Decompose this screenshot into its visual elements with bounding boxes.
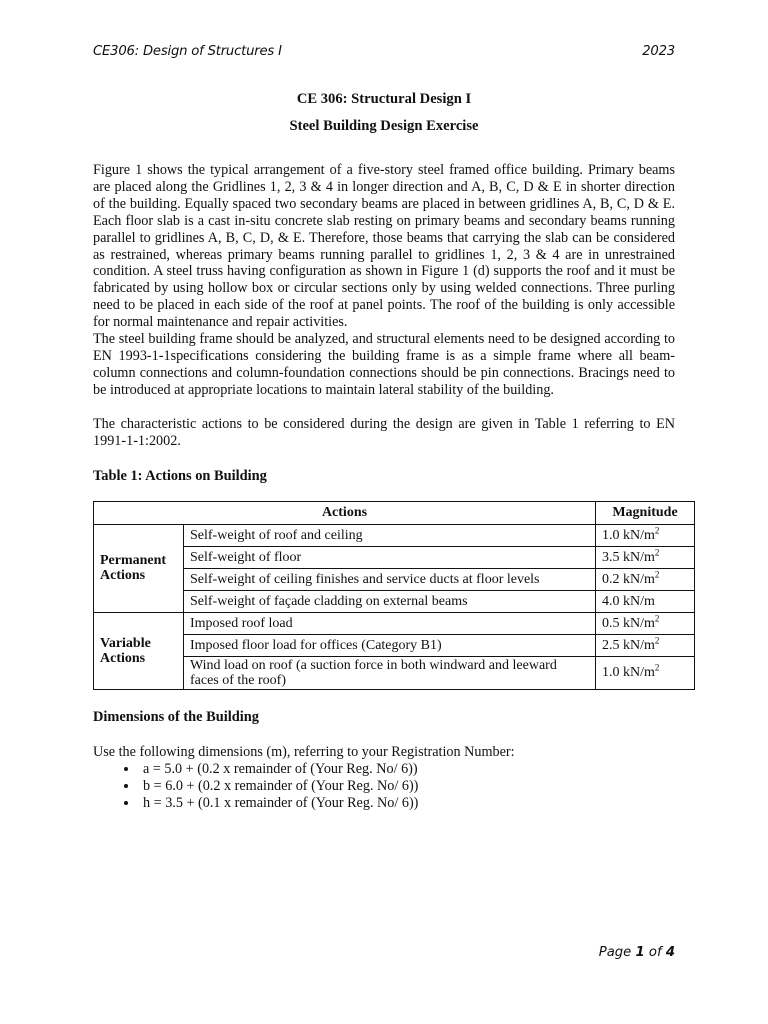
action-cell: Imposed floor load for offices (Category B1) <box>184 634 596 656</box>
magnitude-column-header: Magnitude <box>596 501 695 524</box>
magnitude-cell: 0.5 $kN/m^2$ <box>596 612 695 634</box>
page-total: 4 <box>665 945 675 960</box>
magnitude-cell: 4.0 kN/m <box>596 590 695 612</box>
list-item: • a = 5.0 + (0.2 x remainder of (Your Reg. No/ 6)) <box>139 761 675 778</box>
magnitude-cell: 1.0 $kN/m^2$ <box>596 524 695 546</box>
list-item: • b = 6.0 + (0.2 x remainder of (Your Reg. No/ 6)) <box>139 778 675 795</box>
dimensions-intro: Use the following dimensions (m), referring to your Registration Number: <box>93 743 515 760</box>
action-cell: Self-weight of floor <box>184 546 596 568</box>
table-row <box>94 568 695 590</box>
page-content <box>93 88 678 812</box>
actions-table <box>93 501 695 690</box>
variable-actions-label: Variable Actions <box>94 612 184 689</box>
magnitude-cell: 3.5 $kN/m^2$ <box>596 546 695 568</box>
analysis-paragraph: The steel building frame should be analyzed, and structural elements need to be designed according to EN 1993-1-1specifications considering the building frame is as a simple frame where all beam-column connections and column-foundation connections should be pin connections. Bracings need to be introduced at appropriate locations to maintain lateral stability of the building. <box>93 331 675 398</box>
permanent-actions-label: Permanent Actions <box>94 524 184 612</box>
magnitude-cell: 1.0 $kN/m^2$ <box>596 656 695 689</box>
magnitude-cell: 2.5 $kN/m^2$ <box>596 634 695 656</box>
actions-paragraph: The characteristic actions to be considered during the design are given in Table 1 referring to EN 1991-1-1:2002. <box>93 415 675 449</box>
magnitude-cell: 0.2 $kN/m^2$ <box>596 568 695 590</box>
action-cell: Self-weight of roof and ceiling <box>184 524 596 546</box>
table-row <box>94 612 695 634</box>
dimensions-heading: Dimensions of the Building <box>93 708 259 725</box>
intro-paragraph: Figure 1 shows the typical arrangement of a five-story steel framed office building. Primary beams are placed along the Gridlines 1, 2, 3 & 4 in longer direction and A, B, C, D & E in shorter direction of the building. Equally spaced two secondary beams are placed in between gridlines A, B, C, D & E. Each floor slab is a cast in-situ concrete slab resting on primary beams and secondary beams running parallel to gridlines A, B, C, D, & E. Therefore, those beams that carrying the slab can be considered as restrained, whereas primary beams running parallel to gridlines 1, 2, 3 & 4 are in unrestrained condition. A steel truss having configuration as shown in Figure 1 (d) supports the roof and it must be fabricated by using hollow box or circular sections only by using welded connections. Three purling need to be placed in each side of the roof at panel points. The roof of the building is only accessible for normal maintenance and repair activities. <box>93 162 675 331</box>
page-footer <box>599 945 675 960</box>
action-cell: Self-weight of façade cladding on external beams <box>184 590 596 612</box>
list-item: • h = 3.5 + (0.1 x remainder of (Your Reg. No/ 6)) <box>139 795 675 812</box>
document-subtitle: Steel Building Design Exercise <box>289 118 479 134</box>
table-row <box>94 634 695 656</box>
table-caption: Table 1: Actions on Building <box>93 467 267 484</box>
action-cell: Imposed roof load <box>184 612 596 634</box>
table-row <box>94 546 695 568</box>
table-row <box>94 656 695 689</box>
header-course-title: CE306: Design of Structures I <box>93 44 282 59</box>
header-year: 2023 <box>642 44 675 59</box>
actions-column-header: Actions <box>94 501 596 524</box>
dimensions-list <box>93 761 675 812</box>
action-cell: Self-weight of ceiling finishes and service ducts at floor levels <box>184 568 596 590</box>
table-header-row <box>94 501 695 524</box>
page-number: 1 <box>635 945 645 960</box>
document-title: CE 306: Structural Design I <box>296 91 472 107</box>
page-label: Page <box>598 945 632 960</box>
of-label: of <box>648 945 662 960</box>
action-cell: Wind load on roof (a suction force in both windward and leeward faces of the roof) <box>184 656 596 689</box>
page-header <box>93 44 675 59</box>
table-row <box>94 524 695 546</box>
table-row <box>94 590 695 612</box>
